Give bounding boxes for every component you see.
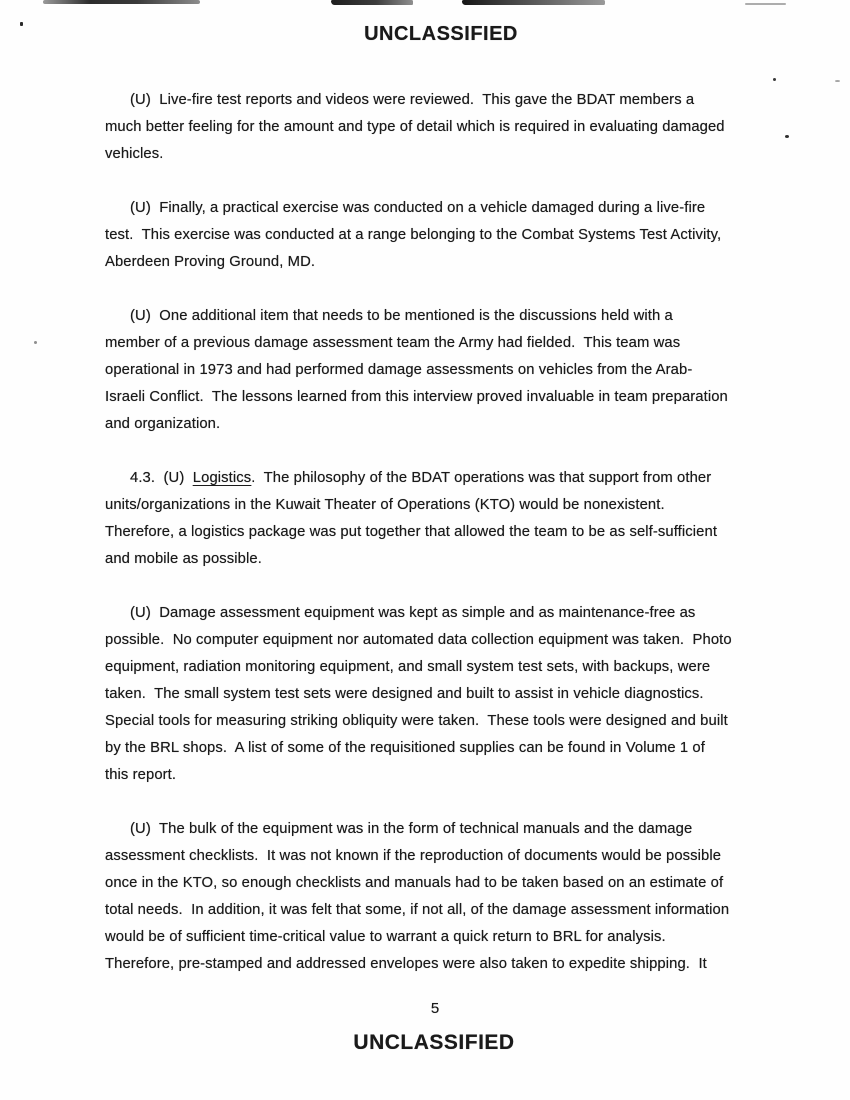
text-line: taken. The small system test sets were designed and built to assist in vehicle diagnostics.	[105, 686, 704, 702]
scan-speck	[835, 80, 840, 82]
text-line: Israeli Conflict. The lessons learned from this interview proved invaluable in team preparation	[105, 389, 728, 405]
classification-footer: UNCLASSIFIED	[353, 1031, 515, 1054]
paragraph	[105, 600, 805, 789]
scan-speck	[34, 341, 37, 344]
text-line: operational in 1973 and had performed damage assessments on vehicles from the Arab-	[105, 362, 693, 378]
text-line	[105, 465, 805, 492]
text-line: Therefore, a logistics package was put together that allowed the team to be as self-sufficient	[105, 524, 718, 540]
paragraph	[105, 465, 805, 573]
text-line: (U) The bulk of the equipment was in the form of technical manuals and the damage	[130, 821, 693, 837]
text-line: and mobile as possible.	[105, 551, 262, 567]
paragraph	[105, 303, 805, 438]
paragraph	[105, 195, 805, 276]
text-line: Therefore, pre-stamped and addressed envelopes were also taken to expedite shipping. It	[105, 956, 707, 972]
text-line: assessment checklists. It was not known if the reproduction of documents would be possible	[105, 848, 722, 864]
underlined-term: Logistics	[192, 470, 252, 486]
text-line: would be of sufficient time-critical value to warrant a quick return to BRL for analysis.	[105, 929, 666, 945]
text-line: (U) Finally, a practical exercise was conducted on a vehicle damaged during a live-fire	[130, 200, 706, 216]
text-line: by the BRL shops. A list of some of the requisitioned supplies can be found in Volume 1 of	[105, 740, 705, 756]
scan-artifact	[43, 0, 200, 4]
paragraph	[105, 816, 805, 978]
text-line: total needs. In addition, it was felt that some, if not all, of the damage assessment information	[105, 902, 730, 918]
text-line: test. This exercise was conducted at a range belonging to the Combat Systems Test Activity,	[105, 227, 722, 243]
text-line: (U) One additional item that needs to be mentioned is the discussions held with a	[130, 308, 673, 324]
text-line: this report.	[105, 767, 177, 783]
text-line: units/organizations in the Kuwait Theater of Operations (KTO) would be nonexistent.	[105, 497, 665, 513]
text-line: vehicles.	[105, 146, 164, 162]
text-segment: 4.3. (U)	[130, 470, 193, 486]
text-line: Aberdeen Proving Ground, MD.	[105, 254, 316, 270]
document-body	[105, 87, 805, 1005]
scan-speck	[773, 78, 776, 81]
text-line: possible. No computer equipment nor automated data collection equipment was taken. Photo	[105, 632, 732, 648]
scan-artifact	[331, 0, 413, 5]
text-line: equipment, radiation monitoring equipment, and small system test sets, with backups, were	[105, 659, 711, 675]
text-line: Special tools for measuring striking obliquity were taken. These tools were designed and built	[105, 713, 728, 729]
text-line: once in the KTO, so enough checklists and manuals had to be taken based on an estimate of	[105, 875, 724, 891]
scan-artifact	[462, 0, 605, 5]
scan-artifact	[745, 3, 786, 5]
classification-header: UNCLASSIFIED	[364, 23, 518, 45]
text-line: (U) Damage assessment equipment was kept as simple and as maintenance-free as	[130, 605, 696, 621]
text-segment: . The philosophy of the BDAT operations was that support from other	[251, 470, 712, 486]
text-line: (U) Live-fire test reports and videos were reviewed. This gave the BDAT members a	[130, 92, 695, 108]
paragraph	[105, 87, 805, 168]
text-line: much better feeling for the amount and type of detail which is required in evaluating damaged	[105, 119, 725, 135]
page-number: 5	[430, 1000, 440, 1017]
text-line: and organization.	[105, 416, 221, 432]
text-line: member of a previous damage assessment team the Army had fielded. This team was	[105, 335, 681, 351]
